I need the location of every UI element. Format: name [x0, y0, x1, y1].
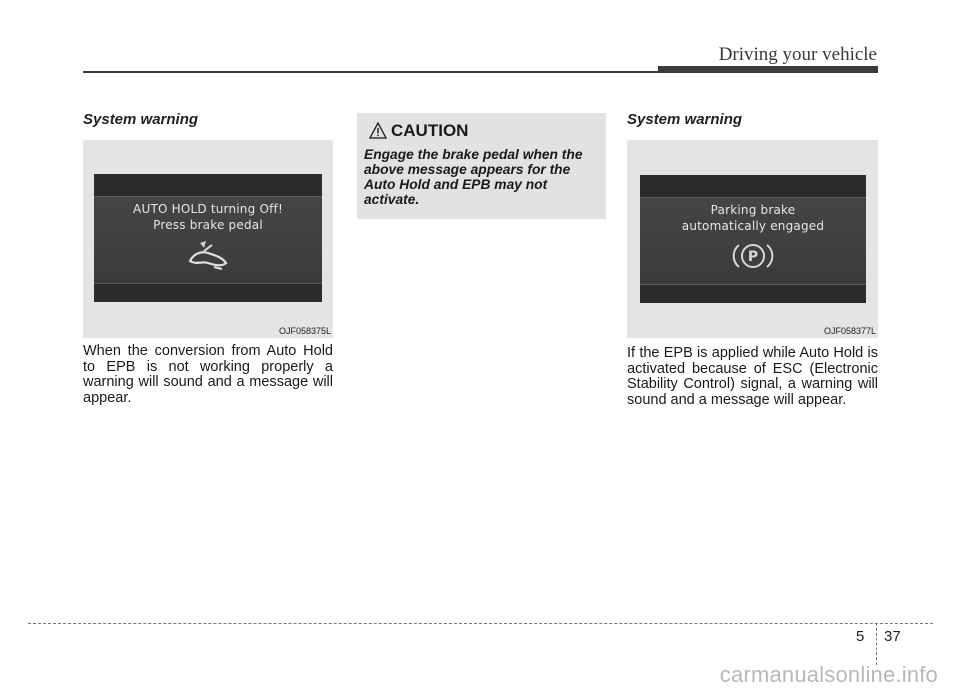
left-cluster-screen: [94, 174, 322, 302]
left-warning-image: [83, 140, 333, 338]
left-screen-line1: AUTO HOLD turning Off!: [133, 202, 283, 216]
warning-triangle-icon: [369, 122, 387, 140]
watermark[interactable]: carmanualsonline.info: [719, 662, 938, 687]
left-body-text: When the conversion from Auto Hold to EPB is not working properly a warning will sound and a message will appear.: [83, 343, 333, 406]
left-screen-line2: Press brake pedal: [153, 218, 263, 232]
left-image-code: OJF058375L: [278, 326, 331, 336]
right-warning-image: [627, 140, 878, 338]
foot-on-pedal-icon: [184, 239, 234, 271]
header-rule: [83, 71, 703, 73]
left-heading: System warning: [83, 111, 199, 128]
section-title: Driving your vehicle: [718, 44, 877, 65]
right-cluster-screen: [640, 175, 866, 303]
caution-title: CAUTION: [391, 121, 469, 140]
right-image-code: OJF058377L: [823, 326, 876, 336]
page-number: 37: [884, 628, 901, 645]
page-number-divider: [876, 623, 877, 665]
svg-text:P: P: [747, 249, 759, 265]
caution-text: Engage the brake pedal when the above message appears for the Auto Hold and EPB may not activate.: [364, 147, 583, 207]
parking-brake-icon: [732, 240, 774, 272]
right-screen-line1: Parking brake: [710, 203, 796, 217]
right-screen-line2: automatically engaged: [681, 219, 825, 233]
right-heading: System warning: [627, 111, 743, 128]
chapter-number: 5: [856, 628, 865, 645]
caution-box: [357, 113, 606, 219]
header-rule-accent: [658, 66, 878, 73]
footer-rule: [28, 623, 933, 624]
right-body-text: If the EPB is applied while Auto Hold is activated because of ESC (Electronic Stability Control) signal, a warning will sound and a message will appear.: [627, 345, 878, 408]
